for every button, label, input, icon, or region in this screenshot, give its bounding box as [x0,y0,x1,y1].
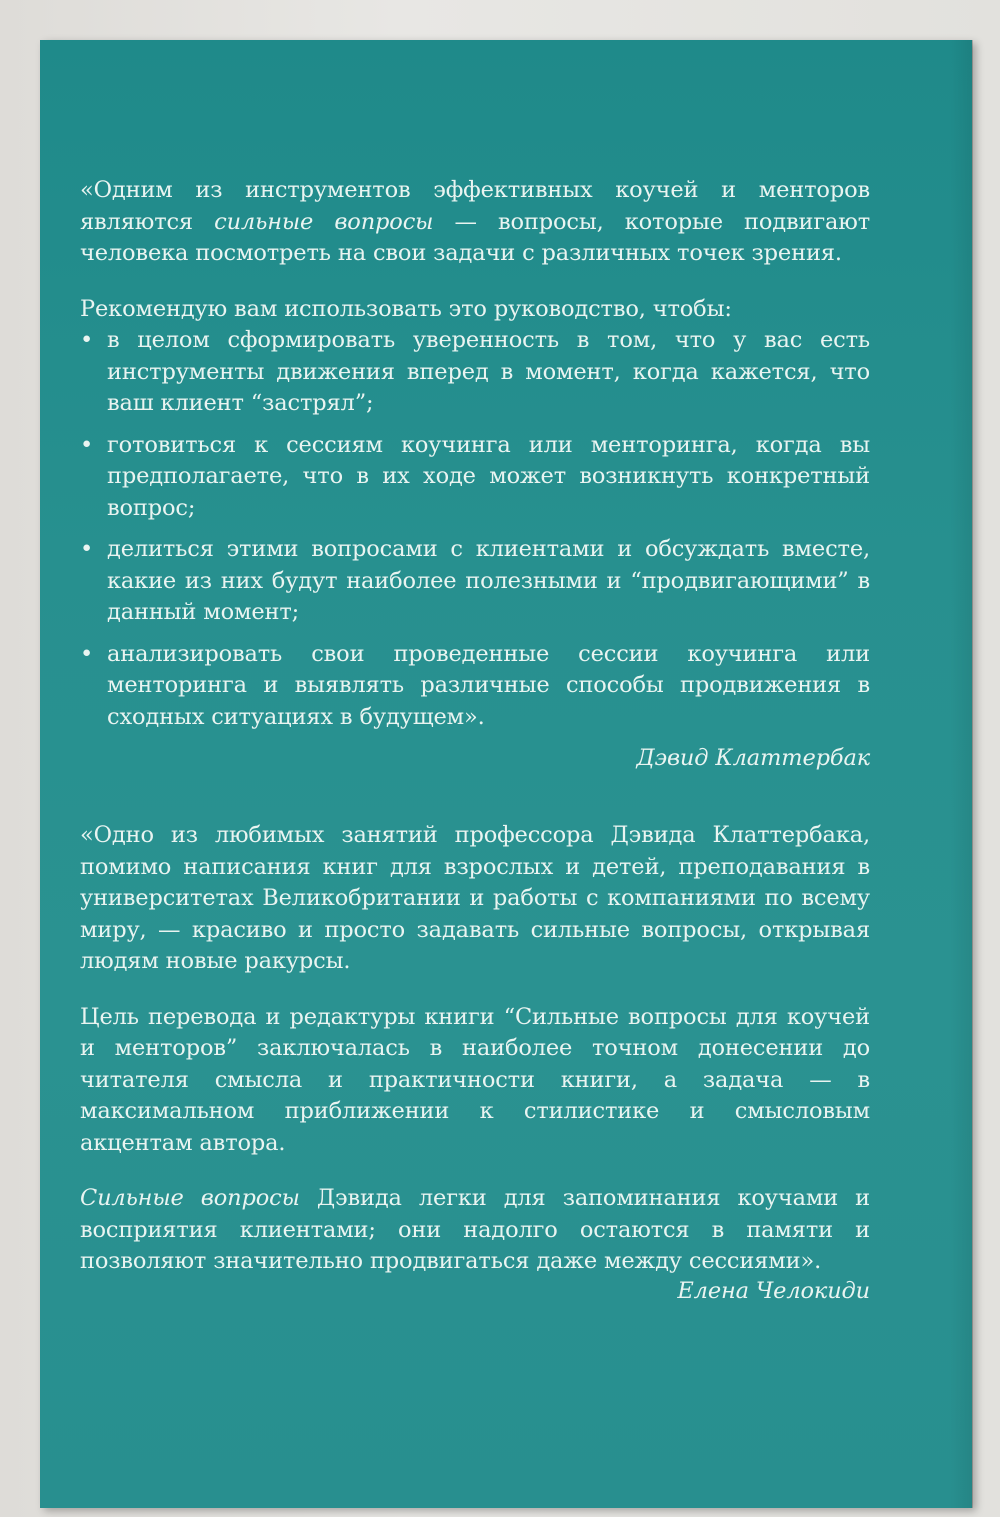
list-item: • делиться этими вопросами с клиентами и обсуждать вместе, какие из них будут наиболее полезными и “продвигающими” в данный момент; [80,536,870,625]
emphasis-powerful-questions: сильные вопросы [214,208,434,235]
list-item: • в целом сформировать уверенность в том, что у вас есть инструменты движения вперед в момент, когда кажется, что ваш клиент “застрял”; [80,327,870,416]
quote2-paragraph-1: «Одно из любимых занятий профессора Дэвида Клаттербака, помимо написания книг для взрослых и детей, преподавания в университетах Великобритании и работы с компаниями по всему миру, — красиво и просто задавать сильные вопросы, открывая людям новые ракурсы. [80,822,870,974]
signature-clutterbuck: Дэвид Клаттербак [636,745,870,771]
bullet-list [80,325,870,733]
bullet-icon: • [80,536,94,562]
quote1-paragraph-1: «Одним из инструментов эффективных коучей и менторов являются сильные вопросы — вопросы, которые подвигают человека посмотреть на свои задачи с различных точек зрения. [80,177,871,266]
list-item: • готовиться к сессиям коучинга или менторинга, когда вы предполагаете, что в их ходе может возникнуть конкретный вопрос; [80,431,870,521]
quote1-paragraph-2: Рекомендую вам использовать это руководство, чтобы: [80,295,732,322]
quote-block-chelokidi [80,820,870,1307]
signature-chelokidi: Елена Челокиди [677,1277,870,1304]
bullet-icon: • [80,640,94,667]
quote2-paragraph-3: Сильные вопросы Дэвида легки для запоминания коучами и восприятия клиентами; они надолго остаются в памяти и позволяют значительно продвигаться даже между сессиями». [80,1185,871,1274]
list-item: • анализировать свои проведенные сессии коучинга или менторинга и выявлять различные способы продвижения в сходных ситуациях в будущем». [80,640,870,730]
quote-block-clutterbuck [80,175,870,775]
bullet-icon: • [80,327,94,353]
emphasis-powerful-questions: Сильные вопросы [80,1185,300,1211]
bullet-icon: • [80,431,94,458]
quote2-paragraph-2: Цель перевода и редактуры книги “Сильные вопросы для коучей и менторов” заключалась в наиболее точном донесении до читателя смысла и практичности книги, а задача — в максимальном приближении к стилистике и смысловым акцентам автора. [80,1003,870,1156]
